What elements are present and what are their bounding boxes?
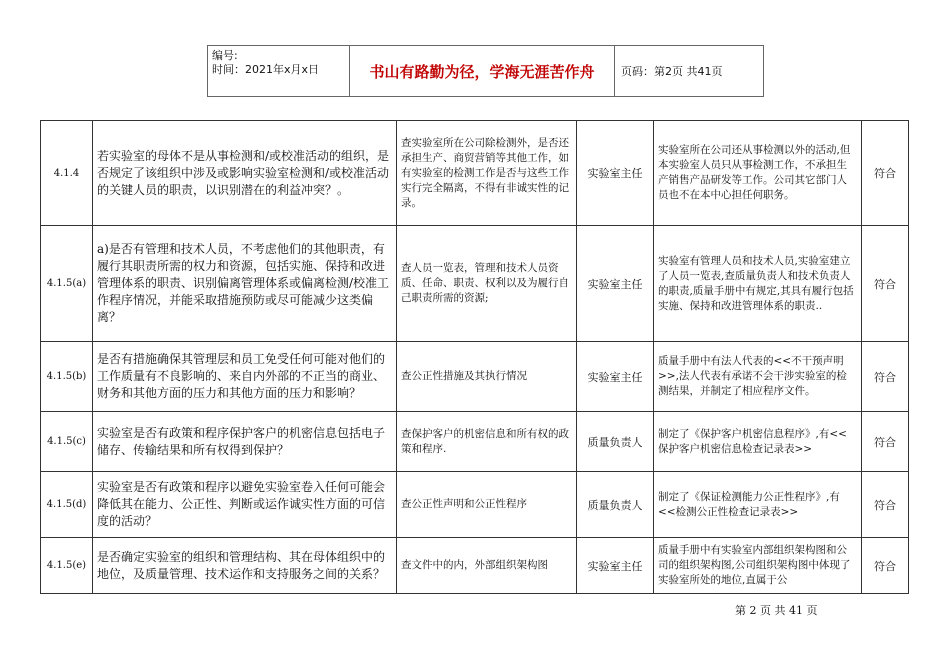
evidence-cell: 实验室所在公司还从事检测以外的活动,但本实验室人员只从事检测工作，不承担生产销售产品研发等工作。公司其它部门人员也不在本中心担任何职务。 (654, 121, 862, 226)
table-row (41, 226, 909, 342)
page-header (207, 45, 764, 97)
responsible-cell: 质量负责人 (577, 412, 654, 472)
table-row (41, 538, 909, 594)
clause-number: 4.1.4 (41, 121, 93, 226)
clause-number: 4.1.5(c) (41, 412, 93, 472)
evidence-cell: 实验室有管理人员和技术人员,实验室建立了人员一览表,查质量负责人和技术负责人的职责,质量手册中有规定,其具有履行包括实施、保持和改进管理体系的职责.. (654, 226, 862, 342)
question-cell: 是否有措施确保其管理层和员工免受任何可能对他们的工作质量有不良影响的、来自内外部的不正当的商业、财务和其他方面的压力和其他方面的压力和影响？ (93, 342, 397, 412)
responsible-cell: 质量负责人 (577, 472, 654, 538)
time-label: 时间：2021年x月x日 (212, 63, 320, 76)
number-label: 编号: (212, 49, 238, 62)
method-cell: 查公正性声明和公正性程序 (397, 472, 577, 538)
responsible-cell: 实验室主任 (577, 342, 654, 412)
method-cell: 查保护客户的机密信息和所有权的政策和程序. (397, 412, 577, 472)
evidence-cell: 质量手册中有法人代表的<<不干预声明>>,法人代表有承诺不会干涉实验室的检测结果，并制定了相应程序文件。 (654, 342, 862, 412)
table-row (41, 472, 909, 538)
question-cell: 是否确定实验室的组织和管理结构、其在母体组织中的地位，及质量管理、技术运作和支持服务之间的关系？ (93, 538, 397, 594)
page-footer: 第 2 页 共 41 页 (735, 604, 818, 617)
table-row (41, 342, 909, 412)
result-cell: 符合 (862, 538, 909, 594)
table-row (41, 412, 909, 472)
result-cell: 符合 (862, 342, 909, 412)
question-cell: 实验室是否有政策和程序保护客户的机密信息包括电子储存、传输结果和所有权得到保护？ (93, 412, 397, 472)
header-info (208, 46, 350, 96)
result-cell: 符合 (862, 226, 909, 342)
responsible-cell: 实验室主任 (577, 538, 654, 594)
result-cell: 符合 (862, 412, 909, 472)
question-cell: 实验室是否有政策和程序以避免实验室卷入任何可能会降低其在能力、公正性、判断或运作诚实性方面的可信度的活动？ (93, 472, 397, 538)
method-cell: 查文件中的内，外部组织架构图 (397, 538, 577, 594)
responsible-cell: 实验室主任 (577, 121, 654, 226)
clause-number: 4.1.5(a) (41, 226, 93, 342)
question-cell: a)是否有管理和技术人员，不考虑他们的其他职责，有履行其职责所需的权力和资源，包括实施、保持和改进管理体系的职责、识别偏离管理体系或偏离检测/校准工作程序情况，并能采取措施预防或尽可能减少这类偏离？ (93, 226, 397, 342)
header-page-label: 页码：第2页 共41页 (621, 65, 723, 78)
header-motto: 书山有路勤为径，学海无涯苦作舟 (350, 46, 615, 96)
method-cell: 查人员一览表，管理和技术人员资质、任命、职责、权利以及为履行自己职责所需的资源; (397, 226, 577, 342)
method-cell: 查公正性措施及其执行情况 (397, 342, 577, 412)
evidence-cell: 制定了《保证检测能力公正性程序》,有<<检测公正性检查记录表>> (654, 472, 862, 538)
table-row (41, 121, 909, 226)
result-cell: 符合 (862, 121, 909, 226)
clause-number: 4.1.5(b) (41, 342, 93, 412)
responsible-cell: 实验室主任 (577, 226, 654, 342)
checklist-table (40, 120, 909, 594)
clause-number: 4.1.5(e) (41, 538, 93, 594)
method-cell: 查实验室所在公司除检测外，是否还承担生产、商贸营销等其他工作，如有实验室的检测工作是否与这些工作实行完全隔离，不得有非诚实性的记录。 (397, 121, 577, 226)
evidence-cell: 质量手册中有实验室内部组织架构图和公司的组织架构图,公司组织架构图中体现了实验室所处的地位,直属于公 (654, 538, 862, 594)
question-cell: 若实验室的母体不是从事检测和/或校准活动的组织，是否规定了该组织中涉及或影响实验室检测和/或校准活动的关键人员的职责，以识别潜在的利益冲突？。 (93, 121, 397, 226)
result-cell: 符合 (862, 472, 909, 538)
clause-number: 4.1.5(d) (41, 472, 93, 538)
evidence-cell: 制定了《保护客户机密信息程序》,有<<保护客户机密信息检查记录表>> (654, 412, 862, 472)
